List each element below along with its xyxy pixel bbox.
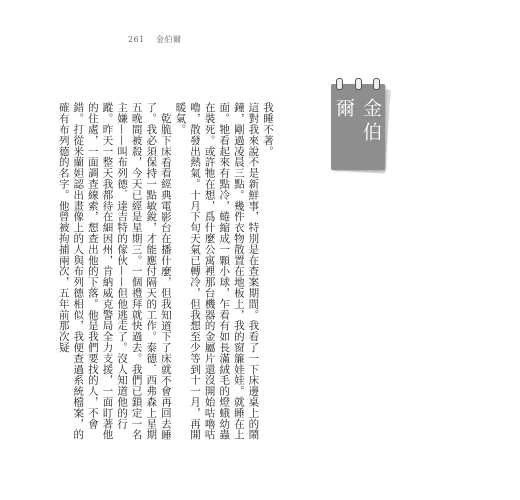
binder-rings-icon bbox=[336, 78, 380, 90]
calendar-card bbox=[331, 84, 385, 170]
ring-icon bbox=[336, 78, 343, 90]
running-header bbox=[128, 34, 181, 45]
page-number: 261 bbox=[128, 35, 145, 44]
paragraph: 乾脆下床看看經典電影台在播什麼，但我知道下了床就不會再回去睡了。我必須保持一點敏銳，才能應付隔天的工作。泰德．西弗森上星期五晚間被殺，今天已經是星期三。一個禮拜就快過去。我們已鎖定一名主嫌——叫布列德．達吉特的傢伙——但他逃走了。沒人知道他的行蹤。昨天一整天我都待在細因州，肯納威克警局全力支援，一面盯著他的住處，一面調查線索，想查出他的下落。他是我們要找的人，不會錯。打從米蘭妲認出畫像上的人與布列德相似，我便查過系統檔案，的確有布列德的名字。他曾被拘捕兩次，五年前那次疑 bbox=[57, 102, 172, 440]
chapter-title-card bbox=[328, 78, 392, 174]
running-title: 金伯爾 bbox=[155, 35, 182, 44]
chapter-title: 金伯爾 bbox=[333, 98, 382, 146]
body-text bbox=[57, 102, 275, 442]
ring-icon bbox=[355, 78, 362, 90]
paragraph: 我睡不著。 bbox=[262, 102, 274, 157]
ring-icon bbox=[373, 78, 380, 90]
paragraph: 這對我來說不是新鮮事，特別是在查案期間。我看了一下床邊桌上的鬧鐘，剛過凌晨三點。幾件衣物散置在地板上，我的窗簾娃娃。就睡在上面。牠看起來有點冷，蜷縮成一顆小球，乍看有如長滿絨毛的燈蛾幼蟲在裝死。或許牠在想，爲什麼公寓裡那台機器的金屬片還沒開始咕嚕咕嚕，散發出熱氣。十月下旬天氣已轉冷，但我想至少等到十一月，再開暖氣。 bbox=[174, 102, 260, 440]
